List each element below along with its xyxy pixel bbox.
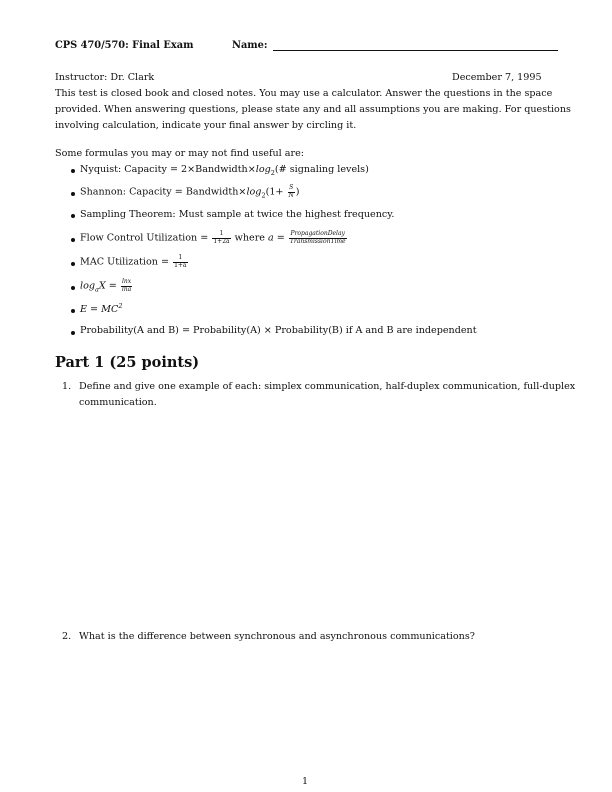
instructor: Instructor: Dr. Clark (55, 72, 155, 83)
intro-line-1: This test is closed book and closed notes. You may use a calculator. Answer the questions in the space (55, 88, 553, 99)
emc-lhs: E = MC (80, 304, 119, 316)
flow-fraction (212, 231, 230, 245)
part1-heading: Part 1 (25 points) (55, 354, 200, 371)
formula-nyquist (80, 164, 369, 177)
log-base: a (95, 285, 99, 294)
formula-probability: Probability(A and B) = Probability(A) × Probability(B) if A and B are independent (80, 325, 477, 336)
mac-text: MAC Utilization = (80, 256, 173, 268)
bullet-icon (71, 286, 75, 290)
question-1-line-2: communication. (79, 397, 157, 408)
name-label: Name: (232, 40, 268, 51)
intro-line-2: provided. When answering questions, please state any and all assumptions you are making. For questions (55, 104, 571, 115)
log-fraction (121, 279, 132, 293)
mac-frac-num: 1 (173, 255, 187, 263)
formula-flow-control (80, 231, 348, 245)
shannon-frac-den: N (288, 191, 294, 199)
question-1-line-1: Define and give one example of each: simplex communication, half-duplex communication, full-duplex (79, 381, 576, 392)
flow-a-den: TransmissionTime (289, 237, 346, 245)
bullet-icon (71, 309, 75, 313)
mac-fraction (173, 255, 187, 269)
shannon-log-base: 2 (261, 191, 266, 200)
formula-mac (80, 255, 189, 269)
question-2-text: What is the difference between synchronous and asynchronous communications? (79, 631, 475, 642)
shannon-frac-num: S (289, 184, 294, 191)
formula-log (80, 279, 133, 293)
shannon-text: Shannon: Capacity = Bandwidth× (80, 186, 247, 198)
flow-where: where (231, 232, 269, 244)
log-lhs: log (80, 280, 95, 292)
intro-line-3: involving calculation, indicate your final answer by circling it. (55, 120, 357, 131)
nyquist-rest: (# signaling levels) (274, 164, 369, 175)
page-number: 1 (302, 776, 309, 787)
bullet-icon (71, 192, 75, 196)
shannon-rest: (1+ (265, 186, 287, 198)
formula-emc2 (80, 302, 122, 315)
name-field-line[interactable] (273, 50, 558, 51)
nyquist-log-base: 2 (270, 168, 275, 177)
question-1-number: 1. (62, 381, 72, 392)
mac-frac-den: 1+a (174, 261, 187, 269)
shannon-close: ) (295, 186, 300, 198)
formulas-intro: Some formulas you may or may not find useful are: (55, 148, 305, 159)
exam-title: CPS 470/570: Final Exam (55, 40, 194, 51)
flow-frac-den: 1+2a (213, 237, 230, 245)
flow-text: Flow Control Utilization = (80, 232, 212, 244)
exam-date: December 7, 1995 (452, 72, 542, 83)
log-x: X = (98, 280, 120, 292)
nyquist-log: log (255, 164, 271, 175)
nyquist-text: Nyquist: Capacity = 2×Bandwidth× (80, 164, 256, 175)
formula-shannon (80, 185, 300, 199)
shannon-log: log (246, 186, 262, 198)
shannon-fraction (288, 185, 295, 199)
formula-sampling: Sampling Theorem: Must sample at twice the highest frequency. (80, 209, 395, 220)
bullet-icon (71, 214, 75, 218)
bullet-icon (71, 238, 75, 242)
log-frac-den: lna (121, 285, 132, 293)
log-frac-num: lnx (121, 278, 132, 285)
bullet-icon (71, 169, 75, 173)
flow-a-num: PropagationDelay (290, 230, 345, 237)
bullet-icon (71, 262, 75, 266)
question-2-number: 2. (62, 631, 72, 642)
flow-a-eq: a = (268, 232, 288, 244)
flow-a-fraction (289, 231, 347, 245)
flow-frac-num: 1 (212, 231, 230, 239)
emc-exponent: 2 (118, 302, 123, 310)
bullet-icon (71, 331, 75, 335)
